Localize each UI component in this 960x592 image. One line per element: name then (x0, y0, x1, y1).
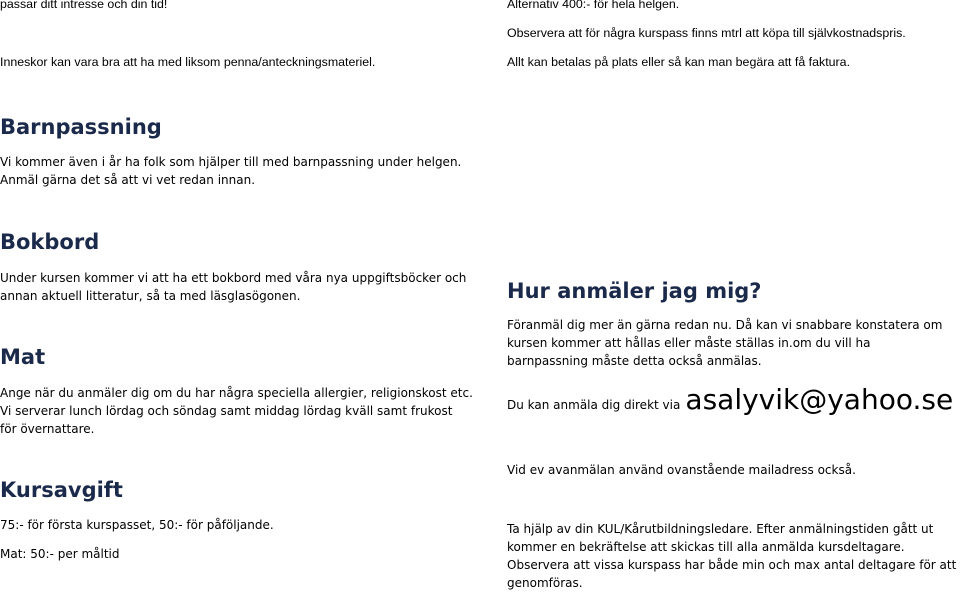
kursavgift-line-2: Mat: 50:- per måltid (0, 547, 120, 561)
cancellation-note: Vid ev avanmälan använd ovanstående mailadress också. (507, 463, 856, 477)
barnpassning-text (0, 153, 461, 189)
kursavgift-line-1: 75:- för första kurspasset, 50:- för påföljande. (0, 518, 274, 532)
hur-anmaler-text: Föranmäl dig mer än gärna redan nu. Då kan vi snabbare konstatera om kursen kommer att hållas eller måste ställas in.om du vill ha barnpassning måste detta också anmälas. (507, 318, 943, 368)
payment-note: Allt kan betalas på plats eller så kan man begära att få faktura. (507, 55, 851, 69)
price-alternative: Alternativ 400:- för hela helgen. (507, 0, 680, 11)
mat-line-2: Vi serverar lunch lördag och söndag samt middag lördag kväll samt frukost för övernattare. (0, 404, 453, 436)
direct-signup (507, 384, 953, 416)
intro-line-1: passar ditt intresse och din tid! (0, 0, 168, 11)
mat-text (0, 384, 473, 438)
bokbord-heading: Bokbord (0, 230, 100, 254)
bokbord-text: Under kursen kommer vi att ha ett bokbord med våra nya uppgiftsböcker och annan aktuell litteratur, så ta med läsglasögonen. (0, 271, 467, 303)
barnpassning-heading: Barnpassning (0, 115, 162, 139)
barnpassning-line-2: Anmäl gärna det så att vi vet redan innan. (0, 173, 256, 187)
direct-signup-prefix: Du kan anmäla dig direkt via (507, 398, 681, 412)
mat-heading: Mat (0, 345, 46, 369)
kursavgift-heading: Kursavgift (0, 478, 123, 502)
barnpassning-line-1: Vi kommer även i år ha folk som hjälper till med barnpassning under helgen. (0, 155, 462, 169)
mat-line-1: Ange när du anmäler dig om du har några speciella allergier, religionskost etc. (0, 386, 473, 400)
material-note: Observera att för några kurspass finns mtrl att köpa till självkostnadspris. (507, 26, 906, 40)
intro-line-2: Inneskor kan vara bra att ha med liksom penna/anteckningsmateriel. (0, 55, 376, 69)
hur-anmaler-heading: Hur anmäler jag mig? (507, 279, 762, 303)
closing-text: Ta hjälp av din KUL/Kårutbildningsledare. Efter anmälningstiden gått ut kommer en bekräftelse att skickas till alla anmälda kursdeltagare. Observera att vissa kurspass har både min och max antal deltagare för att genomföras. (507, 522, 957, 590)
email-address[interactable]: asalyvik@yahoo.se (685, 383, 954, 416)
